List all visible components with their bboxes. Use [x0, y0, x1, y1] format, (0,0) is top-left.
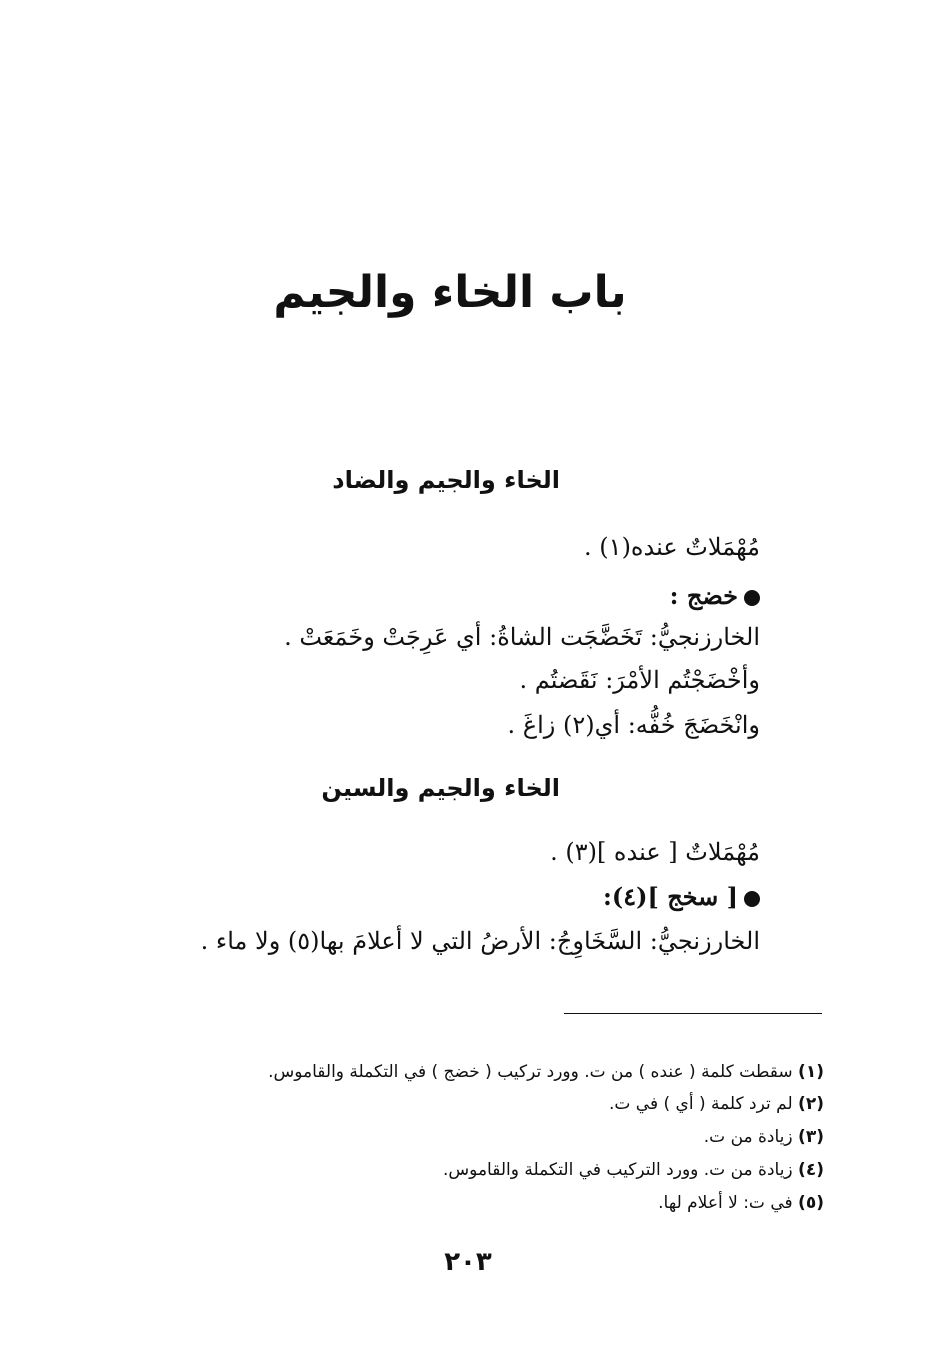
section-heading-kha-jim-dad: الخاء والجيم والضاد [332, 466, 560, 494]
footnote-number: (٢) [798, 1094, 824, 1114]
root-label: خضج : [669, 581, 738, 610]
footnote-text: سقطت كلمة ( عنده ) من ت. وورد تركيب ( خضج ) في التكملة والقاموس. [268, 1062, 793, 1082]
footnote-text: في ت: لا أعلام لها. [658, 1193, 793, 1213]
section-heading-kha-jim-sin: الخاء والجيم والسين [321, 774, 560, 802]
footnote-number: (٤) [798, 1160, 824, 1180]
bullet-icon [744, 590, 760, 606]
bullet-icon [744, 891, 760, 907]
footnote [443, 1155, 824, 1185]
footnote [609, 1089, 824, 1119]
entry-line: مُهْمَلاتٌ عنده(١) . [584, 533, 760, 561]
chapter-title: باب الخاء والجيم [273, 267, 627, 318]
footnote [704, 1122, 824, 1152]
footnote-number: (١) [798, 1062, 824, 1082]
footnote-text: لم ترد كلمة ( أي ) في ت. [608, 1094, 793, 1114]
entry-line: الخارزنجيُّ: تَخَضَّجَت الشاةُ: أي عَرِجَتْ وخَمَعَتْ . [284, 623, 760, 651]
root-entry-khadj [670, 576, 760, 616]
root-entry-sakhj [603, 877, 760, 917]
footnote-text: زيادة من ت. وورد التركيب في التكملة والقاموس. [443, 1160, 793, 1180]
entry-line: الخارزنجيُّ: السَّخَاوِجُ: الأرضُ التي لا أعلامَ بها(٥) ولا ماء . [200, 927, 760, 955]
footnote-divider [564, 1013, 822, 1014]
footnote-text: زيادة من ت. [703, 1127, 793, 1147]
entry-line: وأخْضَجْتُم الأمْرَ: نَقَضتُم . [519, 666, 760, 694]
page-number: ٢٠٣ [444, 1247, 492, 1277]
footnote-number: (٥) [798, 1193, 824, 1213]
entry-line: مُهْمَلاتٌ [ عنده ](٣) . [550, 838, 760, 866]
footnote [268, 1057, 824, 1087]
footnote-number: (٣) [798, 1127, 824, 1147]
entry-line: وانْخَضَجَ خُفُّه: أي(٢) زاغَ . [507, 711, 760, 739]
root-label: [ سخج ](٤): [603, 882, 738, 911]
footnote [658, 1188, 824, 1218]
